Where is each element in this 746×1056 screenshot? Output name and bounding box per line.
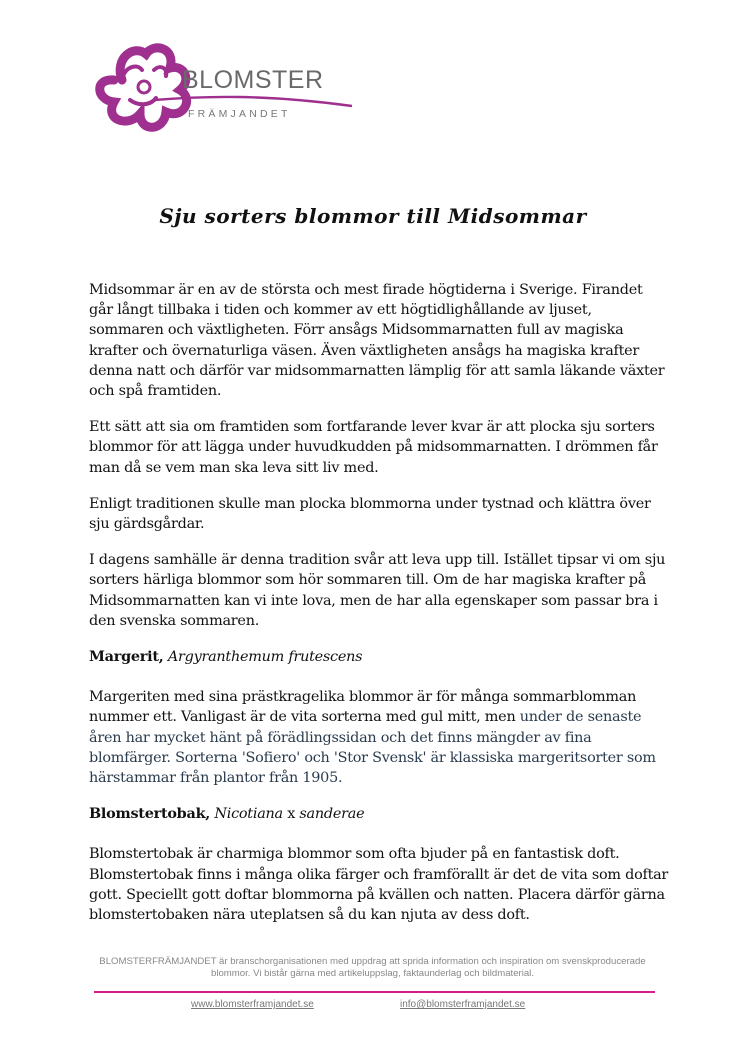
text-part-blue: under de senaste åren har mycket hänt på förädlingssidan och det finns mängder av fina blomfärger. Sorterna 'Sofiero' och 'Stor Svensk' är klassiska margeritsorter som härstammar från plantor från 1905. bbox=[89, 709, 656, 787]
website-link[interactable]: www.blomsterframjandet.se bbox=[191, 999, 314, 1010]
plant-name: Blomstertobak, bbox=[89, 805, 211, 823]
section-heading-margerit bbox=[89, 647, 669, 667]
footer-divider bbox=[94, 991, 655, 993]
hybrid-marker: x bbox=[287, 806, 296, 823]
footer-note: BLOMSTERFRÄMJANDET är branschorganisationen med uppdrag att sprida information och inspiration om svenskproducerade blommor. Vi bistår gärna med artikeluppslag, faktaunderlag och bildmaterial. bbox=[99, 956, 646, 979]
latin-name: Nicotiana bbox=[214, 806, 283, 823]
document-body bbox=[89, 280, 669, 925]
email-link[interactable]: info@blomsterframjandet.se bbox=[400, 999, 526, 1010]
paragraph-blomstertobak: Blomstertobak är charmiga blommor som ofta bjuder på en fantastisk doft. Blomstertobak finns i många olika färger och framförallt är det de vita som doftar gott. Speciellt gott doftar blommorna på kvällen och natten. Placera därför gärna blomstertobaken nära uteplatsen så du kan njuta av dess doft. bbox=[89, 846, 669, 924]
text-part: Margeriten med sina prästkragelika blommor är för många sommarblomman nummer ett. Vanligast är de vita sorterna med gul mitt, men bbox=[89, 689, 637, 726]
paragraph: Midsommar är en av de största och mest firade högtiderna i Sverige. Firandet går långt tillbaka i tiden och kommer av ett högtidlighållande av ljuset, sommaren och växtligheten. Förr ansågs Midsommarnatten full av magiska krafter och övernaturliga väsen. Även växtligheten ansågs ha magiska krafter denna natt och därför var midsommarnatten lämplig för att samla läkande växter och spå framtiden. bbox=[89, 282, 665, 400]
section-heading-blomstertobak bbox=[89, 804, 669, 824]
latin-name: sanderae bbox=[299, 806, 365, 823]
paragraph: Ett sätt att sia om framtiden som fortfarande lever kvar är att plocka sju sorters blommor för att lägga under huvudkudden på midsommarnatten. I drömmen får man då se vem man ska leva sitt liv med. bbox=[89, 419, 658, 476]
paragraph: Enligt traditionen skulle man plocka blommorna under tystnad och klättra över sju gärdsgårdar. bbox=[89, 495, 651, 533]
paragraph: I dagens samhälle är denna tradition svår att leva upp till. Istället tipsar vi om sju sorters härliga blommor som hör sommaren till. Om de har magiska krafter på Midsommarnatten kan vi inte lova, men de har alla egenskaper som passar bra i den svenska sommaren. bbox=[89, 552, 666, 629]
document-title: Sju sorters blommor till Midsommar bbox=[159, 204, 587, 228]
logo-wordmark: BLOMSTER bbox=[182, 66, 324, 94]
plant-name: Margerit, bbox=[89, 648, 164, 666]
latin-name: Argyranthemum frutescens bbox=[167, 649, 363, 666]
paragraph-margerit bbox=[89, 687, 669, 788]
logo-subtitle: FRÄMJANDET bbox=[188, 108, 291, 120]
